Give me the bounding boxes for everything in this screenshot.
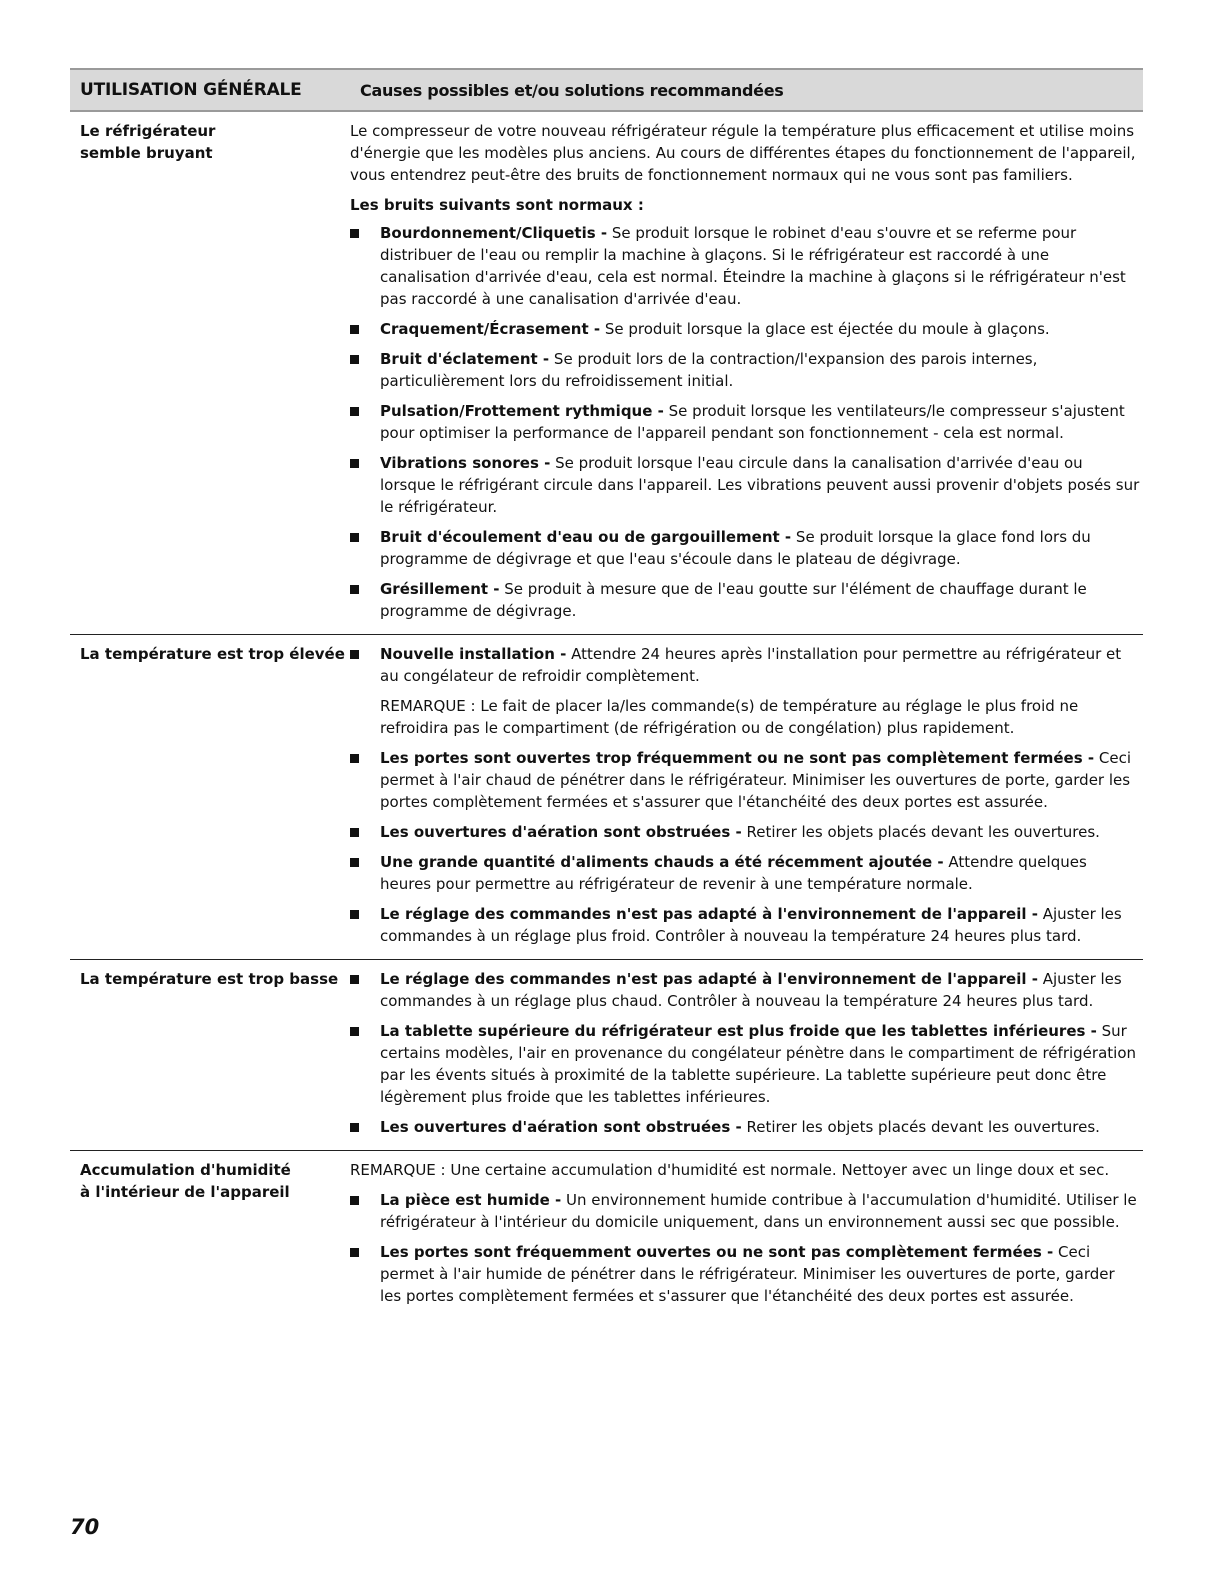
bullet-icon [350, 578, 380, 622]
bullet-icon [350, 747, 380, 813]
bullet-icon [350, 821, 380, 843]
solutions-cell [350, 1159, 1140, 1315]
note-text: REMARQUE : Le fait de placer la/les commande(s) de température au réglage le plus froid ne refroidira pas le compartiment (de réfrigération ou de congélation) plus rapidement. [380, 697, 1079, 737]
problem-line: Le réfrigérateur [80, 122, 216, 140]
item-text: Se produit à mesure que de l'eau goutte sur l'élément de chauffage durant le programme de dégivrage. [380, 580, 1087, 620]
page-number: 70 [70, 1515, 100, 1539]
bullet-icon [350, 903, 380, 947]
bullet-icon [350, 1116, 380, 1138]
item-text: Retirer les objets placés devant les ouvertures. [741, 823, 1100, 841]
item-text: Attendre quelques heures pour permettre au réfrigérateur de revenir à une température normale. [380, 853, 1087, 893]
item-title: La pièce est humide - [380, 1191, 562, 1209]
list-item [350, 222, 1140, 310]
problem-label [70, 120, 350, 630]
list-item [350, 1116, 1140, 1138]
intro-text: Le compresseur de votre nouveau réfrigérateur régule la température plus efficacement et utilise moins d'énergie que les modèles plus anciens. Au cours de différentes étapes du fonctionnement de l'appareil, vous entendrez peut-être des bruits de fonctionnement normaux qui ne vous sont pas familiers. [350, 122, 1136, 184]
solutions-cell [350, 120, 1140, 630]
solutions-cell [350, 968, 1140, 1146]
item-text: Ceci permet à l'air humide de pénétrer dans le réfrigérateur. Minimiser les ouvertures de porte, garder les portes complètement fermées et s'assurer que l'étanchéité des deux portes est assurée. [380, 1243, 1115, 1305]
list-item [350, 821, 1140, 843]
bullet-icon [350, 222, 380, 310]
subheading: Les bruits suivants sont normaux : [350, 196, 644, 214]
problem-line: à l'intérieur de l'appareil [80, 1183, 290, 1201]
problem-line: La température est trop basse [80, 970, 339, 988]
item-title: La tablette supérieure du réfrigérateur est plus froide que les tablettes inférieures - [380, 1022, 1097, 1040]
item-title: Les ouvertures d'aération sont obstruées - [380, 1118, 742, 1136]
problem-line: Accumulation d'humidité [80, 1161, 291, 1179]
list-item [350, 851, 1140, 895]
list-item [350, 526, 1140, 570]
list-item [350, 903, 1140, 947]
table-header [70, 68, 1143, 112]
table-row-humidity [70, 1150, 1143, 1319]
bullet-icon [350, 318, 380, 340]
item-text: Attendre 24 heures après l'installation pour permettre au réfrigérateur et au congélateur de refroidir complètement. [380, 645, 1122, 685]
item-text: Se produit lorsque la glace fond lors du programme de dégivrage et que l'eau s'écoule dans le plateau de dégivrage. [380, 528, 1091, 568]
item-text: Ajuster les commandes à un réglage plus chaud. Contrôler à nouveau la température 24 heures plus tard. [380, 970, 1122, 1010]
item-text: Sur certains modèles, l'air en provenance du congélateur pénètre dans le compartiment de réfrigération par les évents situés à proximité de la tablette supérieure. La tablette supérieure peut donc être légèrement plus froide que les tablettes inférieures. [380, 1022, 1136, 1106]
problem-label [70, 1159, 350, 1315]
item-title: Vibrations sonores - [380, 454, 551, 472]
bullet-icon [350, 1020, 380, 1108]
bullet-icon [350, 1189, 380, 1233]
problem-label [70, 968, 350, 1146]
bullet-icon [350, 643, 380, 687]
item-title: Grésillement - [380, 580, 500, 598]
list-item [350, 1020, 1140, 1108]
table-row-noise [70, 112, 1143, 634]
solutions-cell [350, 643, 1140, 955]
bullet-icon [350, 526, 380, 570]
header-causes: Causes possibles et/ou solutions recommandées [360, 80, 784, 100]
bullet-icon [350, 400, 380, 444]
list-item [350, 1241, 1140, 1307]
bullet-icon [350, 1241, 380, 1307]
item-title: Le réglage des commandes n'est pas adapté à l'environnement de l'appareil - [380, 970, 1038, 988]
bullet-icon [350, 452, 380, 518]
list-item [350, 400, 1140, 444]
item-title: Les portes sont ouvertes trop fréquemment ou ne sont pas complètement fermées - [380, 749, 1095, 767]
item-title: Le réglage des commandes n'est pas adapté à l'environnement de l'appareil - [380, 905, 1038, 923]
item-text: Se produit lorsque l'eau circule dans la canalisation d'arrivée d'eau ou lorsque le réfrigérant circule dans l'appareil. Les vibrations peuvent aussi provenir d'objets posés sur le réfrigérateur. [380, 454, 1140, 516]
item-title: Les ouvertures d'aération sont obstruées - [380, 823, 742, 841]
problem-label [70, 643, 350, 955]
item-text: Se produit lorsque la glace est éjectée du moule à glaçons. [600, 320, 1050, 338]
item-title: Les portes sont fréquemment ouvertes ou ne sont pas complètement fermées - [380, 1243, 1054, 1261]
item-title: Bourdonnement/Cliquetis - [380, 224, 608, 242]
item-text: Se produit lors de la contraction/l'expansion des parois internes, particulièrement lors du refroidissement initial. [380, 350, 1038, 390]
list-item [350, 452, 1140, 518]
item-title: Nouvelle installation - [380, 645, 567, 663]
list-item [350, 318, 1140, 340]
item-text: Se produit lorsque le robinet d'eau s'ouvre et se referme pour distribuer de l'eau ou remplir la machine à glaçons. Si le réfrigérateur est raccordé à une canalisation d'arrivée d'eau, cela est normal. Éteindre la machine à glaçons si le réfrigérateur n'est pas raccordé à une canalisation d'arrivée d'eau. [380, 224, 1126, 308]
item-text: Se produit lorsque les ventilateurs/le compresseur s'ajustent pour optimiser la performance de l'appareil pendant son fonctionnement - cela est normal. [380, 402, 1125, 442]
list-item [350, 348, 1140, 392]
item-title: Une grande quantité d'aliments chauds a été récemment ajoutée - [380, 853, 944, 871]
list-item [350, 643, 1140, 687]
item-text: Un environnement humide contribue à l'accumulation d'humidité. Utiliser le réfrigérateur à l'intérieur du domicile uniquement, dans un environnement aussi sec que possible. [380, 1191, 1137, 1231]
list-item [350, 1189, 1140, 1233]
item-title: Craquement/Écrasement - [380, 320, 601, 338]
list-item [350, 578, 1140, 622]
bullet-icon [350, 348, 380, 392]
item-text: Retirer les objets placés devant les ouvertures. [741, 1118, 1100, 1136]
problem-line: La température est trop élevée [80, 645, 345, 663]
item-title: Pulsation/Frottement rythmique - [380, 402, 664, 420]
table-row-temp-high [70, 634, 1143, 959]
item-text: Ceci permet à l'air chaud de pénétrer dans le réfrigérateur. Minimiser les ouvertures de porte, garder les portes complètement fermées et s'assurer que l'étanchéité des deux portes est assurée. [380, 749, 1132, 811]
item-title: Bruit d'éclatement - [380, 350, 550, 368]
list-item [350, 747, 1140, 813]
list-item [350, 968, 1140, 1012]
item-text: Ajuster les commandes à un réglage plus froid. Contrôler à nouveau la température 24 heures plus tard. [380, 905, 1122, 945]
table-row-temp-low [70, 959, 1143, 1150]
problem-line: semble bruyant [80, 144, 213, 162]
bullet-icon [350, 968, 380, 1012]
troubleshooting-page [70, 0, 1143, 1319]
bullet-icon [350, 851, 380, 895]
item-title: Bruit d'écoulement d'eau ou de gargouillement - [380, 528, 792, 546]
note-text: REMARQUE : Une certaine accumulation d'humidité est normale. Nettoyer avec un linge doux et sec. [350, 1161, 1110, 1179]
header-category: UTILISATION GÉNÉRALE [80, 80, 302, 100]
